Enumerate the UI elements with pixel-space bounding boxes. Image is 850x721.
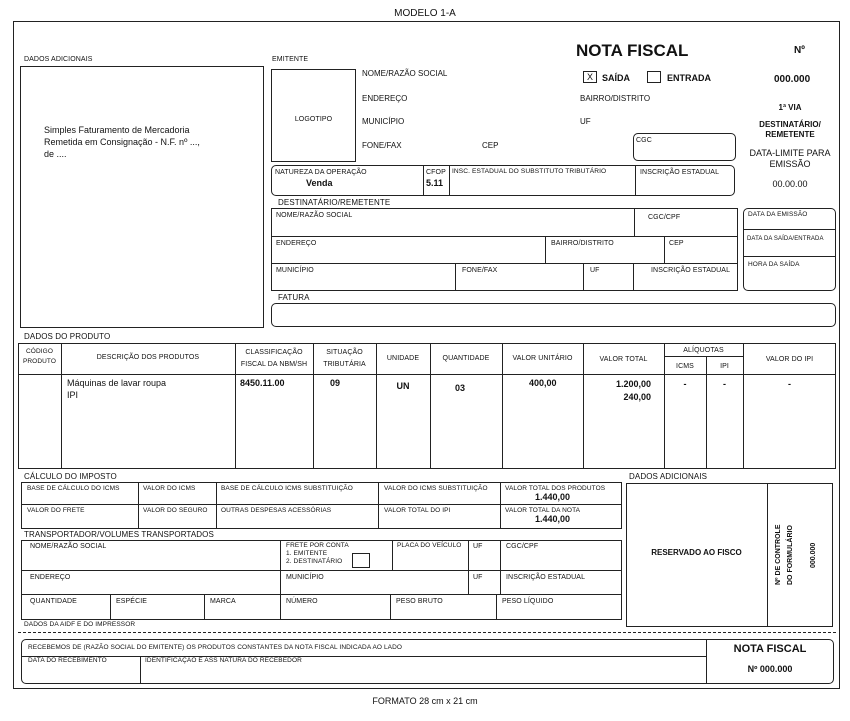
controle-value: 000.000 xyxy=(810,542,817,568)
cgc-label: CGC xyxy=(636,137,652,144)
emitente-municipio: MUNICÍPIO xyxy=(362,117,405,126)
data-limite-1: DATA-LIMITE PARA xyxy=(749,148,831,158)
row-valor-total-2: 240,00 xyxy=(623,392,651,402)
peso-bruto-label: PESO BRUTO xyxy=(396,598,443,605)
dados-adicionais-bottom-title: DADOS ADICIONAIS xyxy=(629,472,708,481)
data-saida-label: DATA DA SAÍDA/ENTRADA xyxy=(747,236,824,242)
quantidade-label: QUANTIDADE xyxy=(30,598,77,605)
reservado-fisco: RESERVADO AO FISCO xyxy=(651,548,742,557)
controle-label-1: Nº DE CONTROLE xyxy=(775,524,782,586)
emitente-cep: CEP xyxy=(482,141,499,150)
seguro-label: VALOR DO SEGURO xyxy=(143,507,208,514)
entrada-label: ENTRADA xyxy=(667,73,711,83)
dados-adicionais-box xyxy=(20,66,264,328)
dest-nome-label: NOME/RAZÃO SOCIAL xyxy=(276,212,353,219)
peso-liquido-label: PESO LÍQUIDO xyxy=(502,598,554,605)
canhoto-nota-title: NOTA FISCAL xyxy=(733,643,807,655)
saida-checkbox[interactable]: X xyxy=(583,71,597,83)
total-produtos-label: VALOR TOTAL DOS PRODUTOS xyxy=(505,485,606,492)
dados-adicionais-title: DADOS ADICIONAIS xyxy=(24,56,93,63)
th-ipi: IPI xyxy=(720,363,729,370)
cut-line xyxy=(18,632,836,633)
row-unidade: UN xyxy=(396,381,410,391)
total-nota-label: VALOR TOTAL DA NOTA xyxy=(505,507,581,514)
th-valor-total: VALOR TOTAL xyxy=(599,356,648,363)
transp-nome-label: NOME/RAZÃO SOCIAL xyxy=(30,543,107,550)
destinatario-title: DESTINATÁRIO/REMETENTE xyxy=(278,198,391,207)
th-codigo-1: CÓDIGO xyxy=(26,348,53,355)
numero-vol-label: NÚMERO xyxy=(286,598,318,605)
emitente-nome: NOME/RAZÃO SOCIAL xyxy=(362,69,448,78)
valor-icms-label: VALOR DO ICMS xyxy=(143,485,196,492)
data-emissao-label: DATA DA EMISSÃO xyxy=(748,211,808,218)
transp-insc-label: INSCRIÇÃO ESTADUAL xyxy=(506,574,586,581)
natureza-label: NATUREZA DA OPERAÇÃO xyxy=(275,169,367,176)
th-valor-unit: VALOR UNITÁRIO xyxy=(512,355,573,362)
dest-uf-label: UF xyxy=(590,267,600,274)
transportador-title: TRANSPORTADOR/VOLUMES TRANSPORTADOS xyxy=(24,530,214,539)
dest-cgc-label: CGC/CPF xyxy=(648,214,681,221)
th-descricao: DESCRIÇÃO DOS PRODUTOS xyxy=(96,354,200,361)
format-label: FORMATO 28 cm x 21 cm xyxy=(372,696,478,706)
row-classificacao: 8450.11.00 xyxy=(240,378,285,388)
row-situacao: 09 xyxy=(330,378,341,388)
row-valor-total: 1.200,00 xyxy=(615,379,651,389)
identificacao-label: IDENTIFICAÇÃO E ASS NATURA DO RECEBEDOR xyxy=(145,657,302,664)
th-situacao-1: SITUAÇÃO xyxy=(326,349,363,356)
via-desc-1: DESTINATÁRIO/ xyxy=(759,120,821,129)
th-classificacao-1: CLASSIFICAÇÃO xyxy=(245,349,303,356)
th-codigo-2: PRODUTO xyxy=(22,358,57,365)
dados-adicionais-line-1: Simples Faturamento de Mercadoria xyxy=(44,125,190,135)
controle-label-2: DO FORMULÁRIO xyxy=(787,525,794,585)
numero-value: 000.000 xyxy=(774,74,811,85)
dest-bairro-label: BAIRRO/DISTRITO xyxy=(551,240,614,247)
dest-cep-label: CEP xyxy=(669,240,684,247)
numero-label: Nº xyxy=(794,45,805,56)
frete-conta-label: FRETE POR CONTA xyxy=(286,542,349,549)
marca-label: MARCA xyxy=(210,598,236,605)
emitente-uf: UF xyxy=(580,117,591,126)
total-produtos-value: 1.440,00 xyxy=(535,492,571,502)
dest-endereco-label: ENDEREÇO xyxy=(276,240,317,247)
th-unidade: UNIDADE xyxy=(386,355,420,362)
th-aliquotas: ALÍQUOTAS xyxy=(683,347,724,354)
row-valor-ipi: - xyxy=(788,379,791,389)
model-label: MODELO 1-A xyxy=(394,8,456,19)
imposto-title: CÁLCULO DO IMPOSTO xyxy=(24,472,117,481)
placa-label: PLACA DO VEÍCULO xyxy=(397,542,462,549)
emitente-fone: FONE/FAX xyxy=(362,141,402,150)
fatura-box xyxy=(271,303,836,327)
transp-uf-label: UF xyxy=(473,543,483,550)
frete-label: VALOR DO FRETE xyxy=(27,507,85,514)
outras-label: OUTRAS DESPESAS ACESSÓRIAS xyxy=(221,507,332,514)
th-icms: ICMS xyxy=(676,363,694,370)
produto-title: DADOS DO PRODUTO xyxy=(24,332,111,341)
total-ipi-label: VALOR TOTAL DO IPI xyxy=(384,507,451,514)
dados-adicionais-line-3: de .... xyxy=(44,149,67,159)
hora-saida-label: HORA DA SAÍDA xyxy=(748,261,800,268)
emitente-endereco: ENDEREÇO xyxy=(362,94,408,103)
transp-cgc-label: CGC/CPF xyxy=(506,543,539,550)
especie-label: ESPÉCIE xyxy=(116,598,148,605)
base-subst-label: BASE DE CÁLCULO ICMS SUBSTITUIÇÃO xyxy=(221,485,353,492)
canhoto-numero: Nº 000.000 xyxy=(747,664,793,674)
valor-subst-label: VALOR DO ICMS SUBSTITUIÇÃO xyxy=(384,485,488,492)
row-ipi: - xyxy=(723,379,726,389)
transp-endereco-label: ENDEREÇO xyxy=(30,574,71,581)
transp-uf2-label: UF xyxy=(473,574,483,581)
dados-adicionais-line-2: Remetida em Consignação - N.F. nº ..., xyxy=(44,137,200,147)
total-nota-value: 1.440,00 xyxy=(535,514,571,524)
logo-label: LOGOTIPO xyxy=(294,116,333,123)
th-valor-ipi: VALOR DO IPI xyxy=(765,356,814,363)
row-quantidade: 03 xyxy=(454,383,465,393)
row-descricao: Máquinas de lavar roupa xyxy=(67,378,167,388)
th-classificacao-2: FISCAL DA NBM/SH xyxy=(240,361,308,368)
emitente-bairro: BAIRRO/DISTRITO xyxy=(580,94,651,103)
base-icms-label: BASE DE CÁLCULO DO ICMS xyxy=(27,485,120,492)
row-valor-unit: 400,00 xyxy=(529,378,557,388)
th-situacao-2: TRIBUTÁRIA xyxy=(323,361,366,368)
insc-subst-label: INSC. ESTADUAL DO SUBSTITUTO TRIBUTÁRIO xyxy=(452,168,607,175)
frete-checkbox[interactable] xyxy=(352,553,370,568)
impressor-label: DADOS DA AIDF E DO IMPRESSOR xyxy=(24,621,136,628)
cfop-label: CFOP xyxy=(426,169,446,176)
recebemos-text: RECEBEMOS DE (RAZÃO SOCIAL DO EMITENTE) OS PRODUTOS CONSTANTES DA NOTA FISCAL INDICADA AO LADO xyxy=(28,644,403,651)
th-quantidade: QUANTIDADE xyxy=(442,355,490,362)
data-limite-2: EMISSÃO xyxy=(769,159,811,169)
cfop-value: 5.11 xyxy=(426,178,444,188)
dest-municipio-label: MUNICÍPIO xyxy=(276,267,314,274)
dest-insc-label: INSCRIÇÃO ESTADUAL xyxy=(651,267,731,274)
datas-box xyxy=(743,208,836,291)
nota-fiscal-title: NOTA FISCAL xyxy=(576,41,689,60)
entrada-checkbox[interactable] xyxy=(647,71,661,83)
frete-destinatario-label: 2. DESTINATÁRIO xyxy=(286,558,343,565)
via-label: 1ª VIA xyxy=(778,103,802,112)
natureza-value: Venda xyxy=(306,178,333,188)
row-icms: - xyxy=(683,379,687,389)
transp-municipio-label: MUNICÍPIO xyxy=(286,574,324,581)
insc-est-label: INSCRIÇÃO ESTADUAL xyxy=(640,169,720,176)
dest-fone-label: FONE/FAX xyxy=(462,267,498,274)
frete-emitente-label: 1. EMITENTE xyxy=(286,550,328,557)
data-recebimento-label: DATA DO RECEBIMENTO xyxy=(28,657,107,664)
saida-label: SAÍDA xyxy=(602,73,631,83)
data-limite-value: 00.00.00 xyxy=(772,179,808,189)
fatura-title: FATURA xyxy=(278,293,310,302)
via-desc-2: REMETENTE xyxy=(765,130,815,139)
emitente-title: EMITENTE xyxy=(272,56,309,63)
row-descricao-2: IPI xyxy=(67,390,79,400)
